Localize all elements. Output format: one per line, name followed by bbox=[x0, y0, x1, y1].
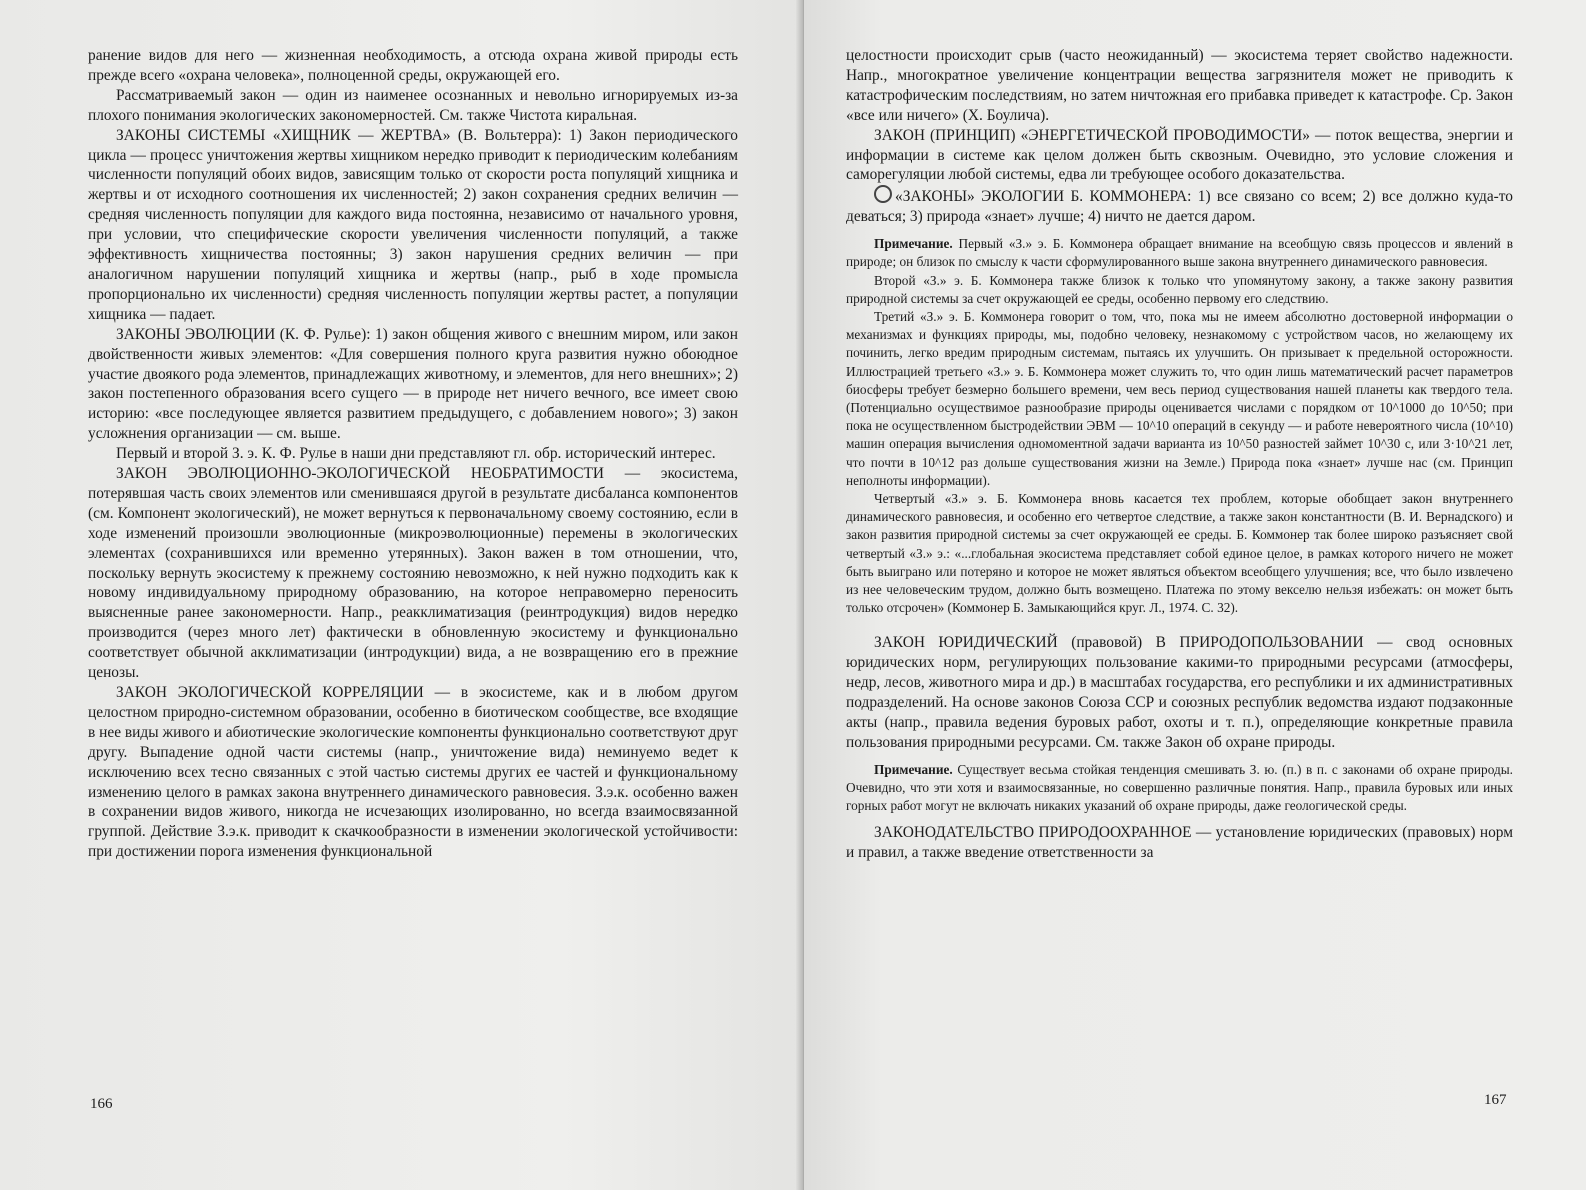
note-label: Примечание. bbox=[874, 236, 953, 252]
entry-commoner-laws: «ЗАКОНЫ» ЭКОЛОГИИ Б. КОММОНЕРА: 1) все связано со всем; 2) все должно куда-то деваться; 3) природа «знает» лучше; 4) ничто не дается даром. bbox=[846, 185, 1513, 227]
note-block-2: Примечание. Существует весьма стойкая тенденция смешивать З. ю. (п.) в п. с законами об охране природы. Очевидно, что эти хотя и взаимосвязанные, но совершенно различные понятия. Напр., правила буровых или иных горных работ могут не включать никаких указаний об охране природы, даже геологической среды. bbox=[846, 761, 1513, 814]
paragraph: Рассматриваемый закон — один из наименее осознанных и невольно игнорируемых из-за плохого понимания экологических закономерностей. См. также Чистота киральная. bbox=[88, 86, 738, 124]
entry-predator-prey: ЗАКОНЫ СИСТЕМЫ «ХИЩНИК — ЖЕРТВА» (В. Вольтерра): 1) Закон периодического цикла — процесс уничтожения жертвы хищником нередко приводит к периодическим колебаниям численности популяций обоих видов, зависящим только от скорости роста популяций хищника и жертвы и от исходного соотношения их численностей; 2) закон сохранения средних величин — средняя численность популяции для каждого вида постоянна, независимо от начального уровня, при условии, что специфические скорости увеличения численности популяций, а также эффективность хищничества постоянны; 3) закон нарушения средних величин — при аналогичном нарушении популяций хищника и жертвы (напр., рыб в ходе промысла пропорционально их численности) средняя численность популяции жертвы растет, а популяции хищника — падает. bbox=[88, 126, 738, 323]
right-text-column bbox=[846, 46, 1513, 863]
page-number-right: 167 bbox=[1484, 1092, 1507, 1108]
note-label: Примечание. bbox=[874, 761, 953, 777]
entry-evolution-laws: ЗАКОНЫ ЭВОЛЮЦИИ (К. Ф. Рулье): 1) закон общения живого с внешним миром, или закон двойственности живых элементов: «Для совершения полного круга развития нужно обоюдное участие двоякого рода элементов, принадлежащих животному, и элементов, для него внешних»; 2) закон постепенного образования всего сущего — в природе нет ничего вечного, все имеет свою историю: «все последующее является развитием предыдущего, с добавлением нового»; 3) закон усложнения организации — см. выше. bbox=[88, 325, 738, 443]
note-paragraph: Третий «З.» э. Б. Коммонера говорит о том, что, пока мы не имеем абсолютно достоверной информации о механизмах и функциях природы, мы, подобно человеку, незнакомому с устройством часов, но желающему их починить, легко вредим природным системам, пытаясь их улучшить. Он призывает к предельной осторожности. Иллюстрацией третьего «З.» э. Б. Коммонера может служить то, что один лишь математический расчет параметров биосферы требует безмерно большего времени, чем весь период существования нашей планеты как твердого тела. (Потенциально осуществимое разнообразие природы оценивается числами с порядком от 10^1000 до 10^50; при пока не осуществленном быстродействии ЭВМ — 10^10 операций в секунду — и работе невероятного числа (10^10) машин операция вычисления одномоментной задачи варианта из 10^50 разностей займет 10^30 с, или 3·10^21 лет, что почти в 10^12 раз дольше существования жизни на Земле.) Природа пока «знает» лучше нас (см. Принцип неполноты информации). bbox=[846, 308, 1513, 488]
note-paragraph: Второй «З.» э. Б. Коммонера также близок к только что упомянутому закону, а также закону развития природной системы за счет окружающей ее среды, особенно первому его следствию. bbox=[846, 272, 1513, 306]
entry-irreversibility: ЗАКОН ЭВОЛЮЦИОННО-ЭКОЛОГИЧЕСКОЙ НЕОБРАТИМОСТИ — экосистема, потерявшая часть своих элементов или сменившаяся другой в результате дисбаланса компонентов (см. Компонент экологический), не может вернуться к первоначальному своему состоянию, если в ходе изменений произошли эволюционные (микроэволюционные) перемены в экологических элементах (сохранившихся или временно утерянных). Закон важен в том отношении, что, поскольку вернуть экосистему к прежнему состоянию невозможно, к ней нужно подходить как к новому индивидуальному природному образованию, на которое неправомерно переносить выясненные ранее закономерности. Напр., реакклиматизация (реинтродукция) видов нередко производится (через много лет) фактически в обновленную экосистему и функционально соответствует обычной акклиматизации (интродукции) вида, а не возвращению его в прежние ценозы. bbox=[88, 465, 738, 682]
entry-correlation: ЗАКОН ЭКОЛОГИЧЕСКОЙ КОРРЕЛЯЦИИ — в экосистеме, как и в любом другом целостном природно-системном образовании, особенно в биотическом сообществе, все входящие в нее виды живого и абиотические экологические компоненты функционально соответствуют друг другу. Выпадение одной части системы (напр., уничтожение вида) неминуемо ведет к исключению всех тесно связанных с этой частью системы других ее частей и функциональному изменению целого в рамках закона внутреннего динамического равновесия. З.э.к. особенно важен в сохранении видов живого, никогда не исчезающих изолированно, но всегда взаимосвязанной группой. Действие З.э.к. приводит к скачкообразности в изменении экологической устойчивости: при достижении порога изменения функциональной bbox=[88, 684, 738, 861]
entry-legislation: ЗАКОНОДАТЕЛЬСТВО ПРИРОДООХРАННОЕ — установление юридических (правовых) норм и правил, а также введение ответственности за bbox=[846, 824, 1513, 862]
left-text-column bbox=[88, 46, 738, 862]
paragraph: ранение видов для него — жизненная необходимость, а отсюда охрана живой природы есть прежде всего «охрана человека», полноценной среды, окружающей его. bbox=[88, 47, 738, 84]
entry-juridical-law: ЗАКОН ЮРИДИЧЕСКИЙ (правовой) В ПРИРОДОПОЛЬЗОВАНИИ — свод основных юридических норм, регулирующих пользование какими-то природными ресурсами (атмосферы, недр, лесов, животного мира и др.) в масштабах государства, его республики и их административных подразделений. На основе законов Союза ССР и союзных республик ведомства издают подзаконные акты (напр., правила ведения буровых работ, охоты и т. п.), определяющие конкретные правила пользования природными ресурсами. См. также Закон об охране природы. bbox=[846, 634, 1513, 751]
paragraph: целостности происходит срыв (часто неожиданный) — экосистема теряет свойство надежности. Напр., многократное увеличение концентрации вещества загрязнителя может не приводить к катастрофическим последствиям, но затем ничтожная его прибавка приведет к катастрофе. Ср. Закон «все или ничего» (Х. Боулича). bbox=[846, 47, 1513, 124]
entry-energy-conductivity: ЗАКОН (ПРИНЦИП) «ЭНЕРГЕТИЧЕСКОЙ ПРОВОДИМОСТИ» — поток вещества, энергии и информации в системе как целом должен быть сквозным. Очевидно, это условие сложения и саморегуляции любой системы, едва ли требующее особого доказательства. bbox=[846, 126, 1513, 184]
page-number-left: 166 bbox=[90, 1096, 113, 1112]
note-block-1: Примечание. Первый «З.» э. Б. Коммонера обращает внимание на всеобщую связь процессов и явлений в природе; он близок по смыслу к части сформулированного выше закона внутреннего динамического равновесия. Второй «З.» э. Б. Коммонера также близок к только что упомянутому закону, а также закону развития природной системы за счет окружающей ее среды, особенно первому его следствию. Третий «З.» э. Б. Коммонера говорит о том, что, пока мы не имеем абсолютно достоверной информации о механизмах и функциях природы, мы, подобно человеку, незнакомому с устройством часов, но желающему их починить, легко вредим природным системам, пытаясь их улучшить. Он призывает к предельной осторожности. Иллюстрацией третьего «З.» э. Б. Коммонера может служить то, что один лишь математический расчет параметров биосферы требует безмерно большего времени, чем весь период существования нашей планеты как твердого тела. (Потенциально осуществимое разнообразие природы оценивается числами с порядком от 10^1000 до 10^50; при пока не осуществленном быстродействии ЭВМ — 10^10 операций в секунду — и работе невероятного числа (10^10) машин операция вычисления одномоментной задачи варианта из 10^50 разностей займет 10^30 с, или 3·10^21 лет, что почти в 10^12 раз дольше существования жизни на Земле.) Природа пока «знает» лучше нас (см. Принцип неполноты информации). Четвертый «З.» э. Б. Коммонера вновь касается тех проблем, которые обобщает закон внутреннего динамического равновесия, и особенно его четвертое следствие, а также закон константности (В. И. Вернадского) и закон развития природной системы за счет окружающей ее среды. Б. Коммонер так более широко разъясняет свой четвертый «З.» э.: «...глобальная экосистема представляет собой единое целое, в рамках которого ничего не может быть выиграно или потеряно и которое не может являться объектом всеобщего улучшения; все, что было извлечено из нее человеческим трудом, должно быть возмещено. Платежа по этому векселю нельзя избежать: он может быть только отсрочен» (Коммонер Б. Замыкающийся круг. Л., 1974. С. 32). bbox=[846, 235, 1513, 617]
circle-mark-icon bbox=[874, 185, 892, 203]
paragraph: Первый и второй З. э. К. Ф. Рулье в наши дни представляют гл. обр. исторический интерес. bbox=[116, 445, 716, 463]
note-paragraph: Четвертый «З.» э. Б. Коммонера вновь касается тех проблем, которые обобщает закон внутреннего динамического равновесия, и особенно его четвертое следствие, а также закон константности (В. И. Вернадского) и закон развития природной системы за счет окружающей ее среды. Б. Коммонер так более широко разъясняет свой четвертый «З.» э.: «...глобальная экосистема представляет собой единое целое, в рамках которого ничего не может быть выиграно или потеряно и которое не может являться объектом всеобщего улучшения; все, что было извлечено из нее человеческим трудом, должно быть возмещено. Платежа по этому векселю нельзя избежать: он может быть только отсрочен» (Коммонер Б. Замыкающийся круг. Л., 1974. С. 32). bbox=[846, 491, 1513, 616]
right-page bbox=[804, 0, 1586, 1190]
